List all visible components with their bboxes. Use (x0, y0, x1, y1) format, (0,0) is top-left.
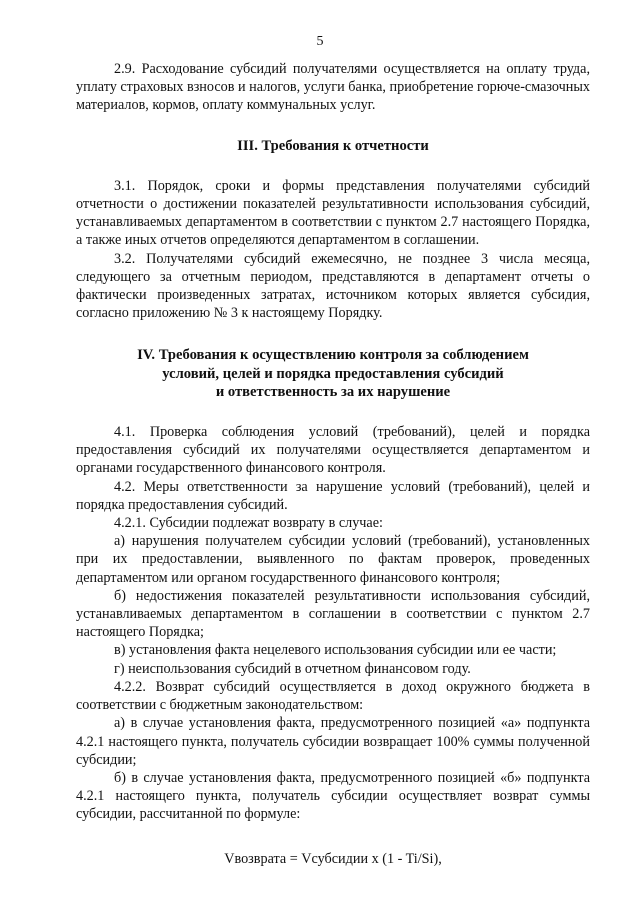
paragraph-4-2-1-v: в) установления факта нецелевого использования субсидии или ее части; (114, 642, 557, 659)
section-4-heading-line-2: условий, целей и порядка предоставления субсидий (162, 365, 504, 382)
section-4-heading-line-3: и ответственность за их нарушение (215, 383, 451, 400)
paragraph-4-2-1-g: г) неиспользования субсидий в отчетном финансовом году. (114, 660, 471, 677)
paragraph-4-2-1-b: б) недостижения показателей результативности использования субсидий, устанавливаемых департаментом в соглашении в соответствии с пунктом 2.7 настоящего Порядка; (76, 587, 590, 641)
paragraph-4-1: 4.1. Проверка соблюдения условий (требований), целей и порядка предоставления субсидий их получателями осуществляется департаментом и органами государственного финансового контроля. (76, 424, 590, 477)
paragraph-4-2-2: 4.2.2. Возврат субсидий осуществляется в доход окружного бюджета в соответствии с бюджетным законодательством: (76, 678, 590, 714)
paragraph-2-9: 2.9. Расходование субсидий получателями осуществляется на оплату труда, уплату страховых взносов и налогов, услуги банка, приобретение горюче-смазочных материалов, кормов, оплату коммунальных услуг. (76, 61, 590, 114)
paragraph-4-2-2-a: а) в случае установления факта, предусмотренного позицией «а» подпункта 4.2.1 настоящего пункта, получатель субсидии возвращает 100% суммы полученной субсидии; (76, 715, 590, 768)
section-4-heading (76, 346, 590, 401)
section-4-heading-line-1: IV. Требования к осуществлению контроля за соблюдением (137, 347, 529, 364)
paragraph-4-2-2-b: б) в случае установления факта, предусмотренного позицией «б» подпункта 4.2.1 настоящего пункта, получатель субсидии осуществляет возврат суммы субсидии, рассчитанной по формуле: (76, 769, 590, 823)
paragraph-3-2: 3.2. Получателями субсидий ежемесячно, не позднее 3 числа месяца, следующего за отчетным периодом, представляются в департамент отчеты о фактически произведенных затратах, источником которых является субсидия, согласно приложению № 3 к настоящему Порядку. (76, 250, 590, 322)
paragraph-3-1: 3.1. Порядок, сроки и формы представления получателями субсидий отчетности о достижении показателей результативности использования субсидий, устанавливаемых департаментом в соответствии с пунктом 2.7 настоящего Порядка, а также иных отчетов определяются департаментом в соглашении. (76, 177, 590, 249)
paragraph-4-2-1-a: а) нарушения получателем субсидии условий (требований), установленных при их предоставлении, выявленного по фактам проверок, проведенных департаментом или органом государственного финансового контроля; (76, 533, 590, 586)
document-body (76, 60, 590, 868)
paragraph-4-2-1: 4.2.1. Субсидии подлежат возврату в случае: (114, 515, 383, 532)
section-3-heading: III. Требования к отчетности (237, 137, 429, 154)
paragraph-4-2: 4.2. Меры ответственности за нарушение условий (требований), целей и порядка предоставления субсидий. (76, 478, 590, 513)
page-number: 5 (316, 34, 324, 49)
refund-formula: Vвозврата = Vсубсидии x (1 - Ti/Si), (224, 850, 442, 867)
